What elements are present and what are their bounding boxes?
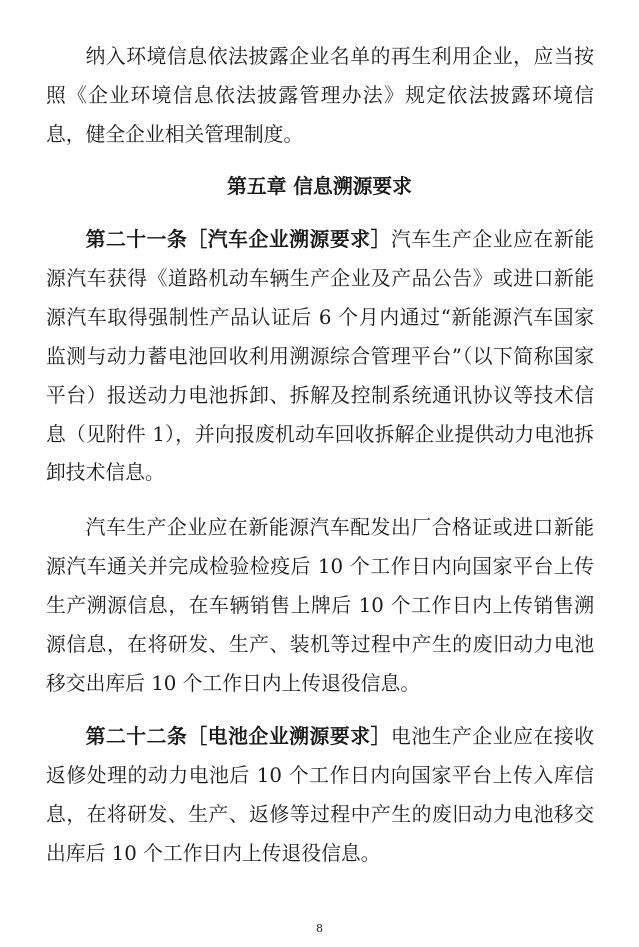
- article-22-paragraph: [46, 718, 594, 874]
- article-21-heading: 第二十一条［汽车企业溯源要求］: [85, 228, 391, 251]
- article-21-text: 汽车生产企业应在新能源汽车获得《道路机动车辆生产企业及产品公告》或进口新能源汽车取得强制性产品认证后 6 个月内通过“新能源汽车国家监测与动力蓄电池回收利用溯源综合管理平台”（以下简称国家平台）报送动力电池拆卸、拆解及控制系统通讯协议等技术信息（见附件 1），并向报废机动车回收拆解企业提供动力电池拆卸技术信息。: [46, 228, 594, 485]
- article-22-text: 电池生产企业应在接收返修处理的动力电池后 10 个工作日内向国家平台上传入库信息，在将研发、生产、返修等过程中产生的废旧动力电池移交出库后 10 个工作日内上传退役信息。: [46, 725, 594, 865]
- chapter-title: 第五章 信息溯源要求: [227, 175, 412, 198]
- paragraph-disclosure-text: 纳入环境信息依法披露企业名单的再生利用企业，应当按照《企业环境信息依法披露管理办法》规定依法披露环境信息，健全企业相关管理制度。: [46, 45, 594, 146]
- page-number: 8: [316, 922, 323, 935]
- article-21-paragraph-2: [46, 509, 594, 704]
- article-22-heading: 第二十二条［电池企业溯源要求］: [85, 725, 391, 748]
- article-21-paragraph: [46, 221, 594, 493]
- article-21-paragraph-2-text: 汽车生产企业应在新能源汽车配发出厂合格证或进口新能源汽车通关并完成检验检疫后 10 个工作日内向国家平台上传生产溯源信息，在车辆销售上牌后 10 个工作日内上传销售溯源信息，在将研发、生产、装机等过程中产生的废旧动力电池移交出库后 10 个工作日内上传退役信息。: [46, 516, 594, 695]
- paragraph-disclosure: [46, 38, 594, 155]
